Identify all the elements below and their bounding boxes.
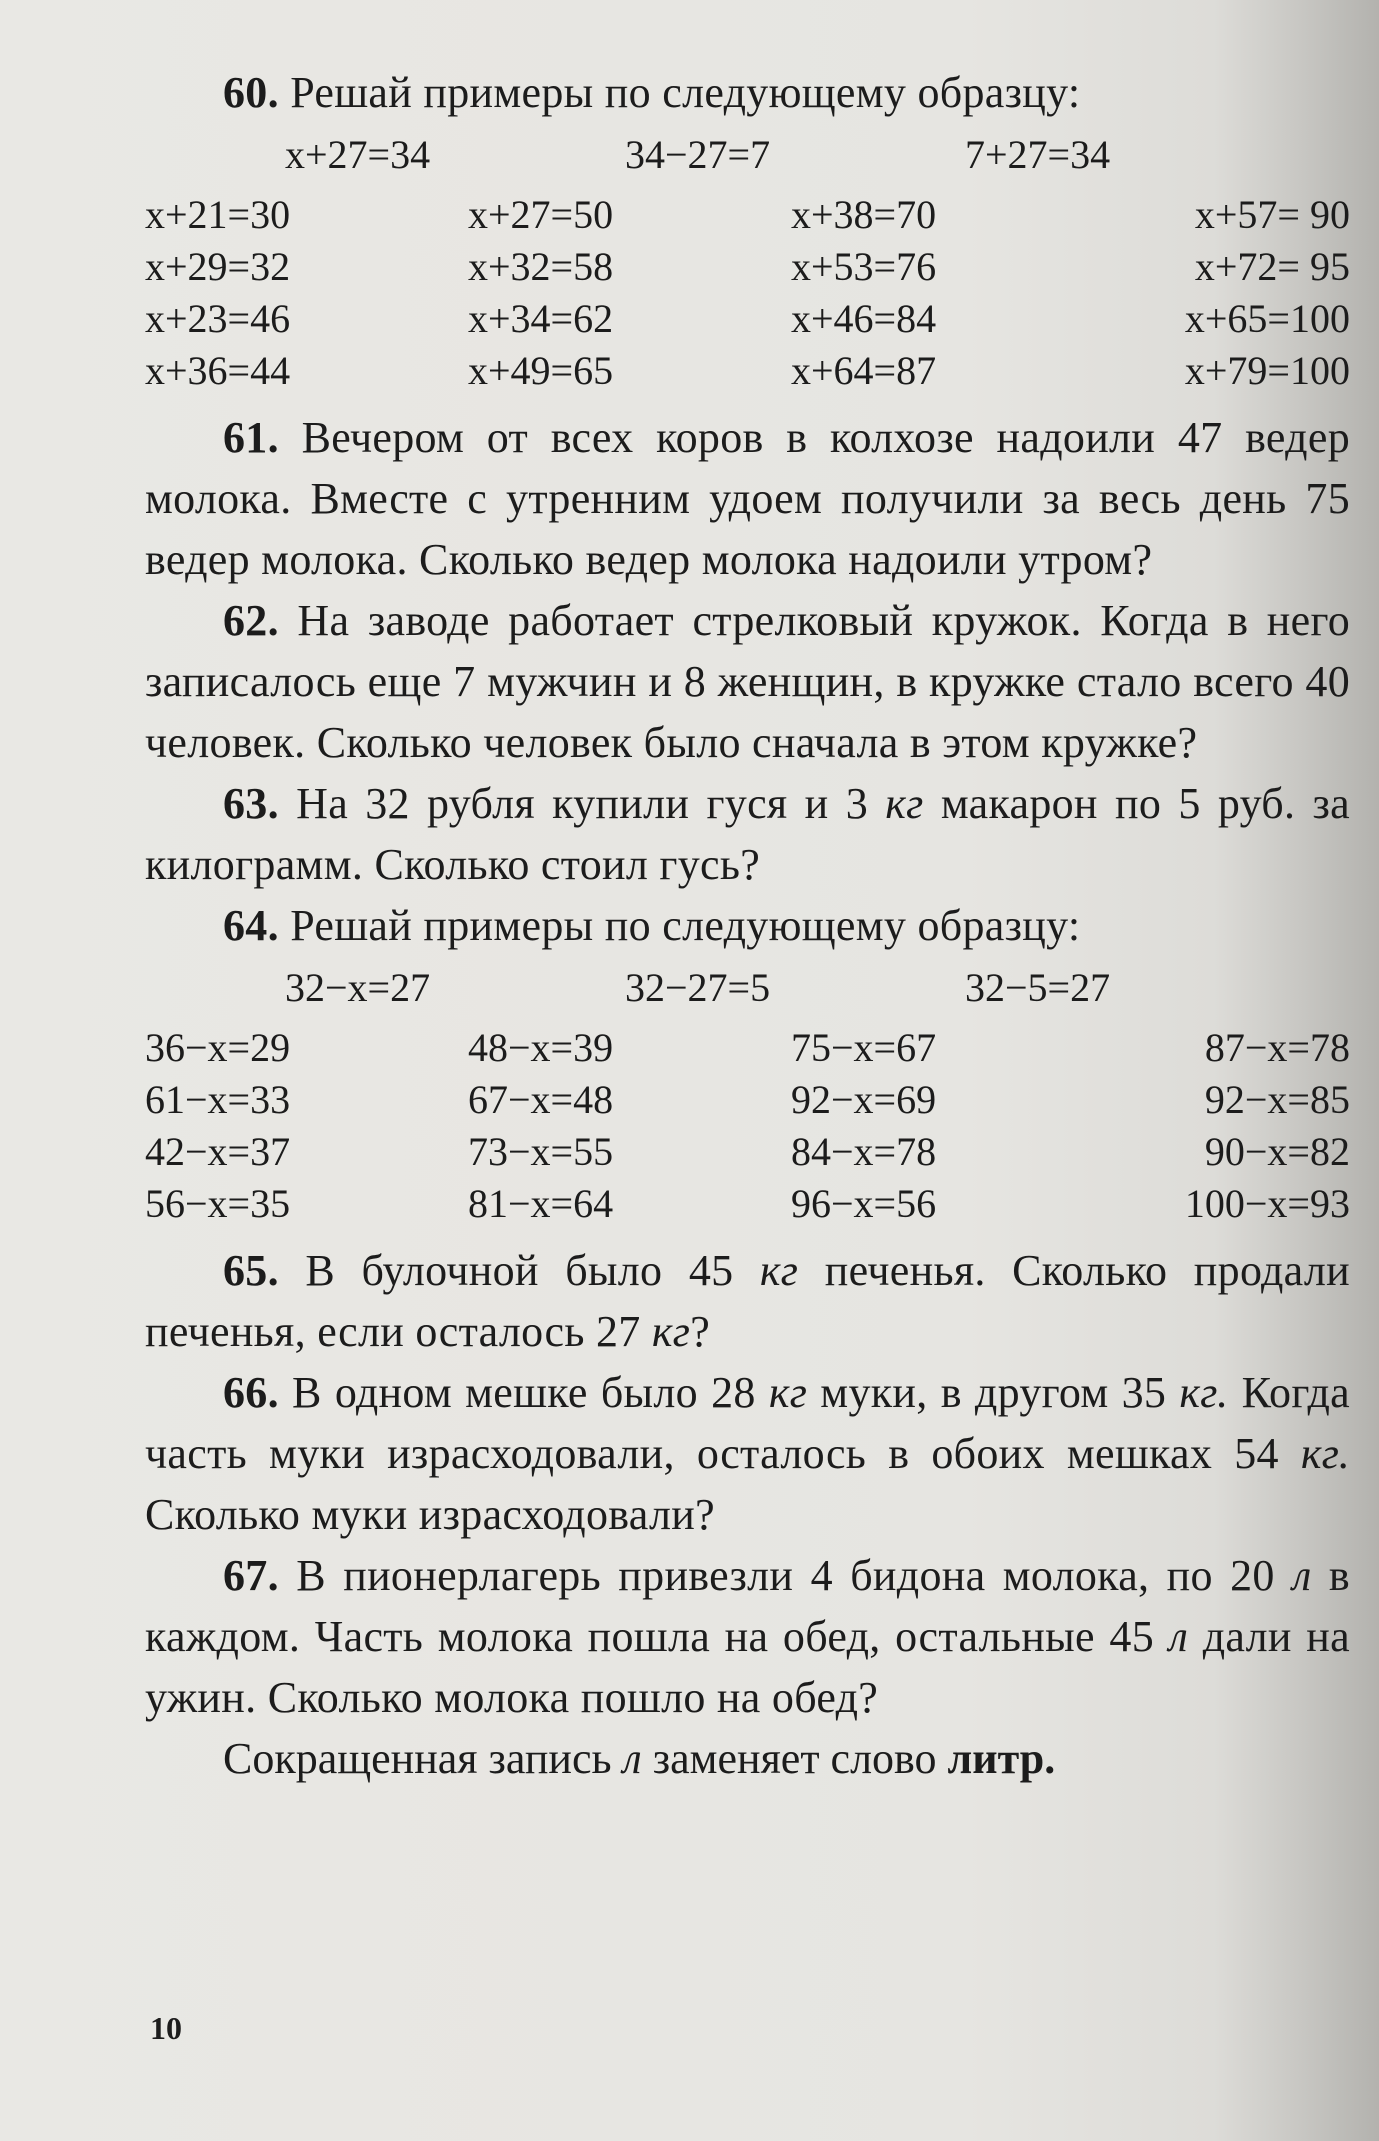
equation: 67−x=48 [468, 1077, 614, 1122]
equation: 36−x=29 [145, 1025, 291, 1070]
sample-equation: 32−27=5 [625, 965, 771, 1010]
abbreviation-note [145, 1728, 1350, 1789]
page-number: 10 [150, 2010, 182, 2046]
equation: 73−x=55 [468, 1129, 614, 1174]
sample-equation: 34−27=7 [625, 132, 771, 177]
exercise-text: Решай примеры по следующему образцу: [278, 68, 1081, 117]
unit-kg: кг. [1179, 1368, 1229, 1417]
exercise-67 [145, 1545, 1350, 1728]
sample-equation: 32−5=27 [965, 965, 1111, 1010]
exercise-number: 61. [223, 413, 279, 462]
equation: x+64=87 [791, 348, 937, 393]
page-content [145, 62, 1350, 1789]
equation: x+72= 95 [1194, 244, 1350, 289]
unit-kg: кг [768, 1368, 808, 1417]
sample-equation: 32−x=27 [285, 965, 431, 1010]
equation: x+65=100 [1184, 296, 1350, 341]
exercise-number: 63. [223, 779, 279, 828]
exercise-number: 62. [223, 596, 279, 645]
exercise-65 [145, 1240, 1350, 1362]
sample-equation: 7+27=34 [965, 132, 1111, 177]
equation: 96−x=56 [791, 1181, 937, 1226]
exercise-text: На заводе работает стрелковый кружок. Когда в него записалось еще 7 мужчин и 8 женщин, в кружке стало всего 40 человек. Сколько человек было сначала в этом кружке? [145, 596, 1350, 767]
unit-kg: кг [651, 1307, 691, 1356]
exercise-60 [145, 62, 1350, 123]
equation: x+53=76 [791, 244, 937, 289]
exercise-text: дали на ужин. Сколько молока пошло на обед? [145, 1612, 1350, 1722]
note-text: заменяет слово [641, 1734, 948, 1783]
equation: 42−x=37 [145, 1129, 291, 1174]
sample-equation: x+27=34 [285, 132, 431, 177]
unit-kg: кг [885, 779, 924, 828]
exercise-63 [145, 773, 1350, 895]
exercise-text: макарон по 5 руб. за килограмм. Сколько стоил гусь? [145, 779, 1351, 889]
exercise-61 [145, 407, 1350, 590]
exercise-62 [145, 590, 1350, 773]
equation: 87−x=78 [1204, 1025, 1350, 1070]
exercise-64 [145, 895, 1350, 956]
note-word: литр. [947, 1734, 1056, 1783]
equation: 75−x=67 [791, 1025, 937, 1070]
sample-equations-60 [145, 127, 1350, 183]
exercise-text: муки, в другом 35 [807, 1368, 1180, 1417]
exercise-number: 67. [223, 1551, 279, 1600]
equation: x+79=100 [1184, 348, 1350, 393]
equation: x+38=70 [791, 192, 937, 237]
equations-grid-60 [145, 189, 1350, 397]
equation: 100−x=93 [1184, 1181, 1350, 1226]
equation: 81−x=64 [468, 1181, 614, 1226]
equation: x+57= 90 [1194, 192, 1350, 237]
unit-kg: кг. [1300, 1429, 1350, 1478]
exercise-number: 65. [223, 1246, 279, 1295]
equation: x+49=65 [468, 348, 614, 393]
exercise-text: В пионерлагерь привезли 4 бидона молока, по 20 [278, 1551, 1293, 1600]
unit-liter: л [1168, 1612, 1189, 1661]
equation: x+36=44 [145, 348, 291, 393]
exercise-66 [145, 1362, 1350, 1545]
exercise-text: в каждом. Часть молока пошла на обед, остальные 45 [145, 1551, 1350, 1661]
equations-grid-64 [145, 1022, 1350, 1230]
equation: 61−x=33 [145, 1077, 291, 1122]
equation: x+32=58 [468, 244, 614, 289]
unit-liter: л [1292, 1551, 1312, 1600]
equation: 92−x=69 [791, 1077, 937, 1122]
exercise-number: 66. [223, 1368, 279, 1417]
equation: 56−x=35 [145, 1181, 291, 1226]
equation: x+21=30 [145, 192, 291, 237]
unit-kg: кг [759, 1246, 799, 1295]
exercise-text: Решай примеры по следующему образцу: [278, 901, 1081, 950]
equation: 84−x=78 [791, 1129, 937, 1174]
equation: x+23=46 [145, 296, 291, 341]
exercise-text: В булочной было 45 [278, 1246, 760, 1295]
equation: x+34=62 [468, 296, 614, 341]
exercise-number: 64. [223, 901, 279, 950]
equation: 90−x=82 [1204, 1129, 1350, 1174]
equation: 48−x=39 [468, 1025, 614, 1070]
exercise-text: Вечером от всех коров в колхозе надоили 47 ведер молока. Вместе с утренним удоем получили за весь день 75 ведер молока. Сколько ведер молока надоили утром? [145, 413, 1350, 584]
unit-liter: л [622, 1734, 642, 1783]
equation: x+29=32 [145, 244, 291, 289]
equation: x+46=84 [791, 296, 937, 341]
exercise-text: На 32 рубля купили гуся и 3 [278, 779, 886, 828]
exercise-text: печенья. Сколько продали печенья, если осталось 27 [145, 1246, 1350, 1356]
equation: 92−x=85 [1204, 1077, 1350, 1122]
note-text: Сокращенная запись [223, 1734, 623, 1783]
equation: x+27=50 [468, 192, 614, 237]
exercise-text: В одном мешке было 28 [278, 1368, 769, 1417]
exercise-text: Сколько муки израсходовали? [145, 1490, 715, 1539]
exercise-number: 60. [223, 68, 279, 117]
exercise-text: Когда часть муки израсходовали, осталось в обоих мешках 54 [145, 1368, 1350, 1478]
sample-equations-64 [145, 960, 1350, 1016]
exercise-text: ? [690, 1307, 711, 1356]
